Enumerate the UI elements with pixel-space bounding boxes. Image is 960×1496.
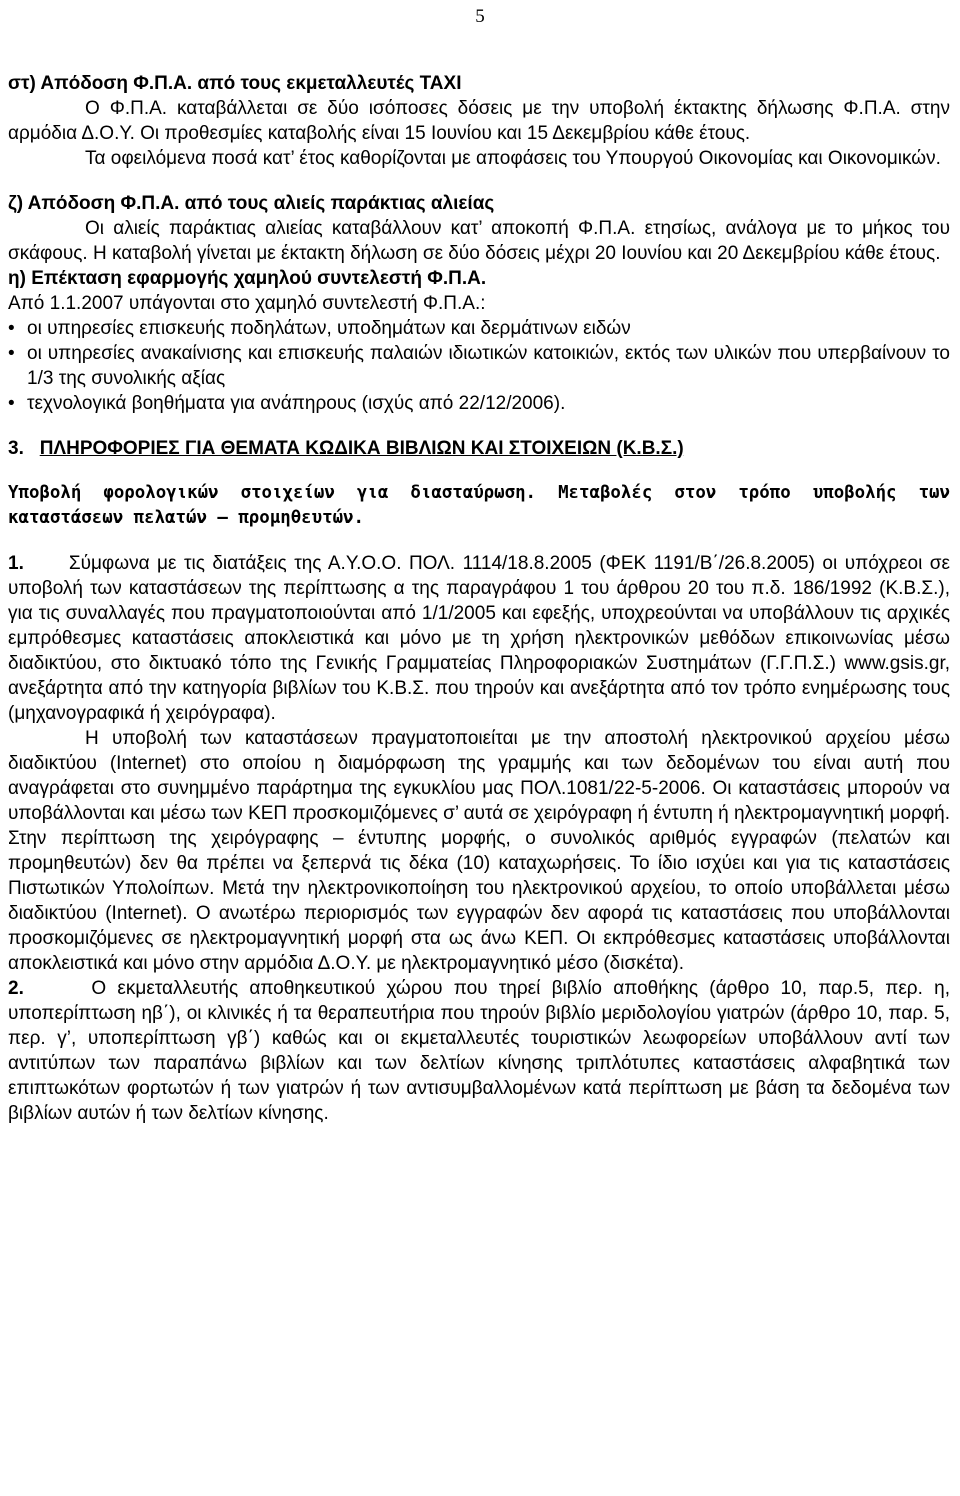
section-z-title: ζ) Απόδοση Φ.Π.Α. από τους αλιείς παράκτιας αλιείας: [8, 193, 495, 214]
section-st-title: στ) Απόδοση Φ.Π.Α. από τους εκμεταλλευτές ΤΑΧΙ: [8, 73, 462, 94]
paragraph-1: [8, 551, 950, 726]
list-item: • οι υπηρεσίες επισκευής ποδηλάτων, υποδημάτων και δερμάτινων ειδών: [8, 316, 950, 341]
section-z-paragraph: Οι αλιείς παράκτιας αλιείας καταβάλλουν κατ’ αποκοπή Φ.Π.Α. ετησίως, ανάλογα με το μήκος του σκάφους. Η καταβολή γίνεται με έκτακτη δήλωση σε δύο δόσεις μέχρι 20 Ιουνίου και 20 Δεκεμβρίου κάθε έτους.: [8, 218, 950, 264]
paragraph-2: [8, 976, 950, 1126]
paragraph-2-text: Ο εκμεταλλευτής αποθηκευτικού χώρου που τηρεί βιβλίο αποθήκης (άρθρο 10, παρ.5, περ. η, υποπερίπτωση ηβ΄), οι κλινικές ή τα θεραπευτήρια που τηρούν βιβλίο μεριδολογίου γιατρών (άρθρο 10, παρ. 5, περ. γ’, υποπερίπτωση γβ΄) καθώς και οι εκμεταλλευτές τουριστικών λεωφορείων υποβάλλουν αντί των αντιτύπων των παραπάνω βιβλίων και των δελτίων κίνησης τριπλότυπες καταστάσεις αλφαβητικά των επιπτωκότων φορτωτών ή των γιατρών ή των αντισυμβαλλομένων κατά περίπτωση με βάση τα δεδομένα των βιβλίων αυτών ή των δελτίων κίνησης.: [8, 978, 950, 1124]
section-3-subtitle: Υποβολή φορολογικών στοιχείων για διασταύρωση. Μεταβολές στον τρόπο υποβολής των καταστάσεων πελατών – προμηθευτών.: [8, 483, 950, 528]
list-item: • τεχνολογικά βοηθήματα για ανάπηρους (ισχύς από 22/12/2006).: [8, 391, 950, 416]
section-h-intro: Από 1.1.2007 υπάγονται στο χαμηλό συντελεστή Φ.Π.Α.:: [8, 293, 486, 314]
section-3-title: ΠΛΗΡΟΦΟΡΙΕΣ ΓΙΑ ΘΕΜΑΤΑ ΚΩΔΙΚΑ ΒΙΒΛΙΩΝ ΚΑΙ ΣΤΟΙΧΕΙΩΝ (Κ.Β.Σ.): [39, 438, 684, 459]
section-st-paragraph-2: Τα οφειλόμενα ποσά κατ’ έτος καθορίζονται με αποφάσεις του Υπουργού Οικονομίας και Οικονομικών.: [85, 148, 941, 169]
page-number: 5: [475, 6, 485, 27]
section-h-title: η) Επέκταση εφαρμογής χαμηλού συντελεστή Φ.Π.Α.: [8, 268, 487, 289]
section-h-list: [8, 316, 950, 416]
list-item: • οι υπηρεσίες ανακαίνισης και επισκευής παλαιών ιδιωτικών κατοικιών, εκτός των υλικών που υπερβαίνουν το 1/3 της συνολικής αξίας: [8, 341, 950, 391]
section-3-number: 3.: [8, 438, 24, 459]
section-3-heading: [8, 436, 950, 461]
section-st-paragraph-1: Ο Φ.Π.Α. καταβάλλεται σε δύο ισόποσες δόσεις με την υποβολή έκτακτης δήλωσης Φ.Π.Α. στην αρμόδια Δ.Ο.Υ. Οι προθεσμίες καταβολής είναι 15 Ιουνίου και 15 Δεκεμβρίου κάθε έτους.: [8, 98, 950, 144]
paragraph-1-text: Σύμφωνα με τις διατάξεις της Α.Υ.Ο.Ο. ΠΟΛ. 1114/18.8.2005 (ΦΕΚ 1191/Β΄/26.8.2005) οι υπόχρεοι σε υποβολή των καταστάσεων της περίπτωσης α της παραγράφου 1 του άρθρου 20 του π.δ. 186/1992 (Κ.Β.Σ.), για τις συναλλαγές που πραγματοποιούνται από 1/1/2005 και εφεξής, υποχρεούνται να υποβάλλουν τις αρχικές εμπρόθεσμες καταστάσεις αποκλειστικά και μόνο με τη χρήση ηλεκτρονικών μεθόδων επικοινωνίας μέσω διαδικτύου, στο δικτυακό τόπο της Γενικής Γραμματείας Πληροφοριακών Συστημάτων (Γ.Γ.Π.Σ.) www.gsis.gr, ανεξάρτητα από την κατηγορία βιβλίων του Κ.Β.Σ. που τηρούν και ανεξάρτητα από τον τρόπο ενημέρωσης τους (μηχανογραφικά ή χειρόγραφα).: [8, 553, 950, 724]
paragraph-1-continued: Η υποβολή των καταστάσεων πραγματοποιείται με την αποστολή ηλεκτρονικού αρχείου μέσω διαδικτύου (Internet) στο οποίου η διαμόρφωση της γραμμής και των δεδομένων του είναι αυτή που αναγράφεται στο συνημμένο παράρτημα της εγκυκλίου μας ΠΟΛ.1081/22-5-2006. Οι καταστάσεις μπορούν να υποβάλλονται και μέσω των ΚΕΠ προσκομιζόμενες σ’ αυτά σε χειρόγραφη ή έντυπη ή ηλεκτρομαγνητική μορφή. Στην περίπτωση της χειρόγραφης – έντυπης μορφής, ο συνολικός αριθμός εγγραφών (πελατών και προμηθευτών) δεν θα πρέπει να ξεπερνά τις δέκα (10) καταχωρήσεις. Το ίδιο ισχύει και για τις καταστάσεις Πιστωτικών Υπολοίπων. Μετά την ηλεκτρονικοποίηση του ηλεκτρονικού αρχείου, το οποίο υποβάλλεται μέσω διαδικτύου (Internet). Ο ανωτέρω περιορισμός των εγγραφών δεν αφορά τις καταστάσεις που υποβάλλονται προσκομιζόμενες σε ηλεκτρομαγνητική μορφή στα ως άνω ΚΕΠ. Οι εκπρόθεσμες καταστάσεις υποβάλλονται αποκλειστικά και μόνο στην αρμόδια Δ.Ο.Υ. με ηλεκτρομαγνητικό μέσο (δισκέτα).: [8, 728, 950, 974]
document-body: [8, 71, 950, 1126]
paragraph-1-number: 1.: [8, 553, 24, 574]
paragraph-2-number: 2.: [8, 978, 24, 999]
